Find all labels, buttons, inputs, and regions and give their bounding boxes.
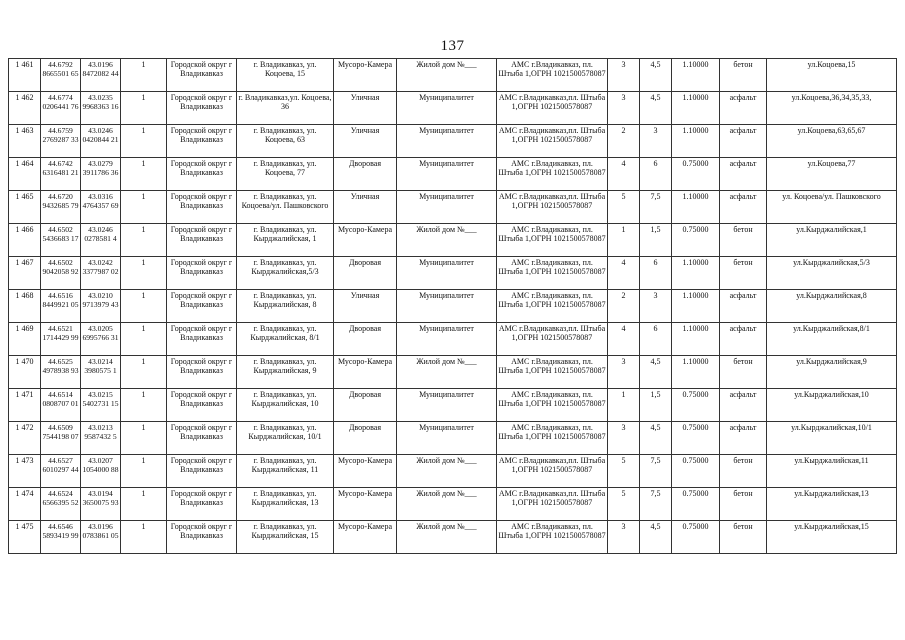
address-cell: г. Владикавказ, ул. Коцоева, 15 xyxy=(237,59,334,92)
latitude-cell: 44.6516 8449921 05 xyxy=(41,290,81,323)
site-type-cell: Дворовая xyxy=(334,389,397,422)
served-objects-cell: ул.Кырджалийская,10 xyxy=(767,389,897,422)
address-cell: г. Владикавказ, ул. Кырджалийская, 8 xyxy=(237,290,334,323)
surface-cell: асфальт xyxy=(720,158,767,191)
site-type-cell: Мусоро-Камера xyxy=(334,356,397,389)
volume-cell: 1.10000 xyxy=(672,290,720,323)
count-marker-cell: 1 xyxy=(121,224,167,257)
latitude-cell: 44.6720 9432685 79 xyxy=(41,191,81,224)
organization-cell: АМС г.Владикавказ,пл. Штыба 1,ОГРН 1021500578087 xyxy=(497,455,608,488)
count-marker-cell: 1 xyxy=(121,92,167,125)
latitude-cell: 44.6514 0808707 01 xyxy=(41,389,81,422)
latitude-cell: 44.6546 5893419 99 xyxy=(41,521,81,554)
owner-cell: Жилой дом №___ xyxy=(397,488,497,521)
latitude-cell: 44.6759 2769287 33 xyxy=(41,125,81,158)
address-cell: г. Владикавказ, ул. Кырджалийская,5/3 xyxy=(237,257,334,290)
site-type-cell: Мусоро-Камера xyxy=(334,455,397,488)
row-number: 1 463 xyxy=(9,125,41,158)
owner-cell: Жилой дом №___ xyxy=(397,59,497,92)
container-count-cell: 2 xyxy=(608,290,640,323)
district-cell: Городской округ г Владикавказ xyxy=(167,59,237,92)
count-marker-cell: 1 xyxy=(121,290,167,323)
surface-cell: асфальт xyxy=(720,191,767,224)
organization-cell: АМС г.Владикавказ,пл. Штыба 1,ОГРН 1021500578087 xyxy=(497,191,608,224)
surface-cell: асфальт xyxy=(720,422,767,455)
longitude-cell: 43.0246 0420844 21 xyxy=(81,125,121,158)
page-number: 137 xyxy=(440,38,465,54)
volume-cell: 0.75000 xyxy=(672,389,720,422)
served-objects-cell: ул.Кырджалийская,8 xyxy=(767,290,897,323)
organization-cell: АМС г.Владикавказ,пл. Штыба 1,ОГРН 1021500578087 xyxy=(497,488,608,521)
organization-cell: АМС г.Владикавказ,пл. Штыба 1,ОГРН 1021500578087 xyxy=(497,323,608,356)
volume-cell: 1.10000 xyxy=(672,191,720,224)
surface-cell: асфальт xyxy=(720,389,767,422)
count-marker-cell: 1 xyxy=(121,323,167,356)
served-objects-cell: ул.Коцоева,15 xyxy=(767,59,897,92)
district-cell: Городской округ г Владикавказ xyxy=(167,92,237,125)
longitude-cell: 43.0210 9713979 43 xyxy=(81,290,121,323)
longitude-cell: 43.0196 8472082 44 xyxy=(81,59,121,92)
site-type-cell: Уличная xyxy=(334,290,397,323)
address-cell: г. Владикавказ, ул. Кырджалийская, 9 xyxy=(237,356,334,389)
volume-cell: 1.10000 xyxy=(672,323,720,356)
area-cell: 4,5 xyxy=(640,59,672,92)
table-row xyxy=(9,92,897,125)
address-cell: г. Владикавказ, ул. Коцоева/ул. Пашковского xyxy=(237,191,334,224)
surface-cell: бетон xyxy=(720,521,767,554)
count-marker-cell: 1 xyxy=(121,488,167,521)
area-cell: 3 xyxy=(640,290,672,323)
volume-cell: 0.75000 xyxy=(672,224,720,257)
surface-cell: бетон xyxy=(720,257,767,290)
served-objects-cell: ул.Кырджалийская,1 xyxy=(767,224,897,257)
longitude-cell: 43.0214 3980575 1 xyxy=(81,356,121,389)
address-cell: г. Владикавказ,ул. Коцоева, 36 xyxy=(237,92,334,125)
surface-cell: асфальт xyxy=(720,290,767,323)
site-type-cell: Уличная xyxy=(334,92,397,125)
area-cell: 7,5 xyxy=(640,488,672,521)
latitude-cell: 44.6502 5436683 17 xyxy=(41,224,81,257)
district-cell: Городской округ г Владикавказ xyxy=(167,290,237,323)
container-count-cell: 2 xyxy=(608,125,640,158)
latitude-cell: 44.6502 9042058 92 xyxy=(41,257,81,290)
table-row xyxy=(9,158,897,191)
served-objects-cell: ул.Коцоева,63,65,67 xyxy=(767,125,897,158)
longitude-cell: 43.0279 3911786 36 xyxy=(81,158,121,191)
organization-cell: АМС г.Владикавказ, пл. Штыба 1,ОГРН 1021500578087 xyxy=(497,290,608,323)
site-type-cell: Уличная xyxy=(334,191,397,224)
latitude-cell: 44.6774 0206441 76 xyxy=(41,92,81,125)
row-number: 1 472 xyxy=(9,422,41,455)
row-number: 1 469 xyxy=(9,323,41,356)
table-row xyxy=(9,422,897,455)
container-count-cell: 5 xyxy=(608,191,640,224)
table-row xyxy=(9,488,897,521)
container-count-cell: 3 xyxy=(608,356,640,389)
longitude-cell: 43.0215 5402731 15 xyxy=(81,389,121,422)
site-type-cell: Дворовая xyxy=(334,422,397,455)
served-objects-cell: ул. Коцоева/ул. Пашковского xyxy=(767,191,897,224)
row-number: 1 470 xyxy=(9,356,41,389)
container-count-cell: 5 xyxy=(608,455,640,488)
count-marker-cell: 1 xyxy=(121,125,167,158)
volume-cell: 0.75000 xyxy=(672,455,720,488)
owner-cell: Муниципалитет xyxy=(397,323,497,356)
longitude-cell: 43.0246 0278581 4 xyxy=(81,224,121,257)
latitude-cell: 44.6509 7544198 07 xyxy=(41,422,81,455)
area-cell: 7,5 xyxy=(640,455,672,488)
table-body xyxy=(9,59,897,554)
row-number: 1 466 xyxy=(9,224,41,257)
container-count-cell: 3 xyxy=(608,92,640,125)
table-row xyxy=(9,125,897,158)
container-count-cell: 1 xyxy=(608,389,640,422)
address-cell: г. Владикавказ, ул. Кырджалийская, 11 xyxy=(237,455,334,488)
surface-cell: асфальт xyxy=(720,125,767,158)
row-number: 1 465 xyxy=(9,191,41,224)
latitude-cell: 44.6521 1714429 99 xyxy=(41,323,81,356)
surface-cell: бетон xyxy=(720,488,767,521)
surface-cell: бетон xyxy=(720,356,767,389)
count-marker-cell: 1 xyxy=(121,158,167,191)
district-cell: Городской округ г Владикавказ xyxy=(167,158,237,191)
container-count-cell: 3 xyxy=(608,422,640,455)
table-row xyxy=(9,521,897,554)
site-type-cell: Мусоро-Камера xyxy=(334,59,397,92)
site-type-cell: Дворовая xyxy=(334,257,397,290)
count-marker-cell: 1 xyxy=(121,455,167,488)
area-cell: 6 xyxy=(640,257,672,290)
longitude-cell: 43.0242 3377987 02 xyxy=(81,257,121,290)
surface-cell: асфальт xyxy=(720,323,767,356)
address-cell: г. Владикавказ, ул. Кырджалийская, 1 xyxy=(237,224,334,257)
volume-cell: 0.75000 xyxy=(672,158,720,191)
owner-cell: Жилой дом №___ xyxy=(397,521,497,554)
organization-cell: АМС г.Владикавказ, пл. Штыба 1,ОГРН 1021500578087 xyxy=(497,521,608,554)
row-number: 1 462 xyxy=(9,92,41,125)
address-cell: г. Владикавказ, ул. Кырджалийская, 10/1 xyxy=(237,422,334,455)
count-marker-cell: 1 xyxy=(121,521,167,554)
district-cell: Городской округ г Владикавказ xyxy=(167,191,237,224)
organization-cell: АМС г.Владикавказ, пл. Штыба 1,ОГРН 1021500578087 xyxy=(497,389,608,422)
longitude-cell: 43.0235 9968363 16 xyxy=(81,92,121,125)
volume-cell: 1.10000 xyxy=(672,257,720,290)
table-row xyxy=(9,191,897,224)
served-objects-cell: ул.Кырджалийская,11 xyxy=(767,455,897,488)
longitude-cell: 43.0213 9587432 5 xyxy=(81,422,121,455)
area-cell: 4,5 xyxy=(640,356,672,389)
address-cell: г. Владикавказ, ул. Коцоева, 77 xyxy=(237,158,334,191)
district-cell: Городской округ г Владикавказ xyxy=(167,125,237,158)
area-cell: 4,5 xyxy=(640,422,672,455)
surface-cell: бетон xyxy=(720,59,767,92)
volume-cell: 0.75000 xyxy=(672,488,720,521)
volume-cell: 1.10000 xyxy=(672,125,720,158)
district-cell: Городской округ г Владикавказ xyxy=(167,455,237,488)
table-row xyxy=(9,389,897,422)
count-marker-cell: 1 xyxy=(121,191,167,224)
site-type-cell: Уличная xyxy=(334,125,397,158)
row-number: 1 475 xyxy=(9,521,41,554)
served-objects-cell: ул.Коцоева,77 xyxy=(767,158,897,191)
container-sites-table xyxy=(8,58,897,554)
container-count-cell: 4 xyxy=(608,323,640,356)
area-cell: 4,5 xyxy=(640,521,672,554)
container-count-cell: 1 xyxy=(608,224,640,257)
volume-cell: 1.10000 xyxy=(672,59,720,92)
table-row xyxy=(9,356,897,389)
owner-cell: Муниципалитет xyxy=(397,92,497,125)
count-marker-cell: 1 xyxy=(121,356,167,389)
served-objects-cell: ул.Кырджалийская,5/3 xyxy=(767,257,897,290)
organization-cell: АМС г.Владикавказ, пл. Штыба 1,ОГРН 1021500578087 xyxy=(497,224,608,257)
count-marker-cell: 1 xyxy=(121,389,167,422)
area-cell: 3 xyxy=(640,125,672,158)
latitude-cell: 44.6742 6316481 21 xyxy=(41,158,81,191)
organization-cell: АМС г.Владикавказ, пл. Штыба 1,ОГРН 1021500578087 xyxy=(497,356,608,389)
served-objects-cell: ул.Коцоева,36,34,35,33, xyxy=(767,92,897,125)
organization-cell: АМС г.Владикавказ,пл. Штыба 1,ОГРН 1021500578087 xyxy=(497,92,608,125)
owner-cell: Муниципалитет xyxy=(397,125,497,158)
district-cell: Городской округ г Владикавказ xyxy=(167,323,237,356)
served-objects-cell: ул.Кырджалийская,10/1 xyxy=(767,422,897,455)
district-cell: Городской округ г Владикавказ xyxy=(167,389,237,422)
count-marker-cell: 1 xyxy=(121,59,167,92)
volume-cell: 1.10000 xyxy=(672,356,720,389)
table-row xyxy=(9,455,897,488)
owner-cell: Муниципалитет xyxy=(397,191,497,224)
container-count-cell: 3 xyxy=(608,59,640,92)
served-objects-cell: ул.Кырджалийская,13 xyxy=(767,488,897,521)
site-type-cell: Мусоро-Камера xyxy=(334,521,397,554)
area-cell: 1,5 xyxy=(640,224,672,257)
count-marker-cell: 1 xyxy=(121,257,167,290)
organization-cell: АМС г.Владикавказ,пл. Штыба 1,ОГРН 1021500578087 xyxy=(497,125,608,158)
served-objects-cell: ул.Кырджалийская,15 xyxy=(767,521,897,554)
owner-cell: Муниципалитет xyxy=(397,257,497,290)
district-cell: Городской округ г Владикавказ xyxy=(167,356,237,389)
area-cell: 1,5 xyxy=(640,389,672,422)
organization-cell: АМС г.Владикавказ, пл. Штыба 1,ОГРН 1021500578087 xyxy=(497,158,608,191)
district-cell: Городской округ г Владикавказ xyxy=(167,521,237,554)
address-cell: г. Владикавказ, ул. Кырджалийская, 8/1 xyxy=(237,323,334,356)
served-objects-cell: ул.Кырджалийская,9 xyxy=(767,356,897,389)
latitude-cell: 44.6524 6566395 52 xyxy=(41,488,81,521)
volume-cell: 0.75000 xyxy=(672,521,720,554)
row-number: 1 473 xyxy=(9,455,41,488)
owner-cell: Муниципалитет xyxy=(397,290,497,323)
latitude-cell: 44.6527 6010297 44 xyxy=(41,455,81,488)
owner-cell: Жилой дом №___ xyxy=(397,224,497,257)
surface-cell: бетон xyxy=(720,455,767,488)
longitude-cell: 43.0196 0783861 05 xyxy=(81,521,121,554)
district-cell: Городской округ г Владикавказ xyxy=(167,422,237,455)
organization-cell: АМС г.Владикавказ, пл. Штыба 1,ОГРН 1021500578087 xyxy=(497,59,608,92)
owner-cell: Муниципалитет xyxy=(397,389,497,422)
table-row xyxy=(9,59,897,92)
latitude-cell: 44.6525 4978938 93 xyxy=(41,356,81,389)
row-number: 1 461 xyxy=(9,59,41,92)
container-count-cell: 4 xyxy=(608,158,640,191)
served-objects-cell: ул.Кырджалийская,8/1 xyxy=(767,323,897,356)
row-number: 1 471 xyxy=(9,389,41,422)
surface-cell: асфальт xyxy=(720,92,767,125)
site-type-cell: Мусоро-Камера xyxy=(334,488,397,521)
area-cell: 4,5 xyxy=(640,92,672,125)
table-row xyxy=(9,323,897,356)
site-type-cell: Дворовая xyxy=(334,323,397,356)
container-count-cell: 4 xyxy=(608,257,640,290)
organization-cell: АМС г.Владикавказ, пл. Штыба 1,ОГРН 1021500578087 xyxy=(497,257,608,290)
area-cell: 6 xyxy=(640,158,672,191)
site-type-cell: Дворовая xyxy=(334,158,397,191)
volume-cell: 1.10000 xyxy=(672,92,720,125)
organization-cell: АМС г.Владикавказ, пл. Штыба 1,ОГРН 1021500578087 xyxy=(497,422,608,455)
table-row xyxy=(9,224,897,257)
table-row xyxy=(9,290,897,323)
row-number: 1 468 xyxy=(9,290,41,323)
owner-cell: Муниципалитет xyxy=(397,422,497,455)
area-cell: 6 xyxy=(640,323,672,356)
longitude-cell: 43.0205 6995766 31 xyxy=(81,323,121,356)
site-type-cell: Мусоро-Камера xyxy=(334,224,397,257)
longitude-cell: 43.0316 4764357 69 xyxy=(81,191,121,224)
address-cell: г. Владикавказ, ул. Кырджалийская, 13 xyxy=(237,488,334,521)
row-number: 1 474 xyxy=(9,488,41,521)
district-cell: Городской округ г Владикавказ xyxy=(167,224,237,257)
owner-cell: Муниципалитет xyxy=(397,158,497,191)
owner-cell: Жилой дом №___ xyxy=(397,356,497,389)
count-marker-cell: 1 xyxy=(121,422,167,455)
row-number: 1 467 xyxy=(9,257,41,290)
row-number: 1 464 xyxy=(9,158,41,191)
longitude-cell: 43.0207 1054000 88 xyxy=(81,455,121,488)
owner-cell: Жилой дом №___ xyxy=(397,455,497,488)
surface-cell: бетон xyxy=(720,224,767,257)
container-count-cell: 5 xyxy=(608,488,640,521)
district-cell: Городской округ г Владикавказ xyxy=(167,488,237,521)
longitude-cell: 43.0194 3650075 93 xyxy=(81,488,121,521)
container-count-cell: 3 xyxy=(608,521,640,554)
table-row xyxy=(9,257,897,290)
address-cell: г. Владикавказ, ул. Коцоева, 63 xyxy=(237,125,334,158)
latitude-cell: 44.6792 8665501 65 xyxy=(41,59,81,92)
district-cell: Городской округ г Владикавказ xyxy=(167,257,237,290)
address-cell: г. Владикавказ, ул. Кырджалийская, 10 xyxy=(237,389,334,422)
area-cell: 7,5 xyxy=(640,191,672,224)
address-cell: г. Владикавказ, ул. Кырджалийская, 15 xyxy=(237,521,334,554)
volume-cell: 0.75000 xyxy=(672,422,720,455)
